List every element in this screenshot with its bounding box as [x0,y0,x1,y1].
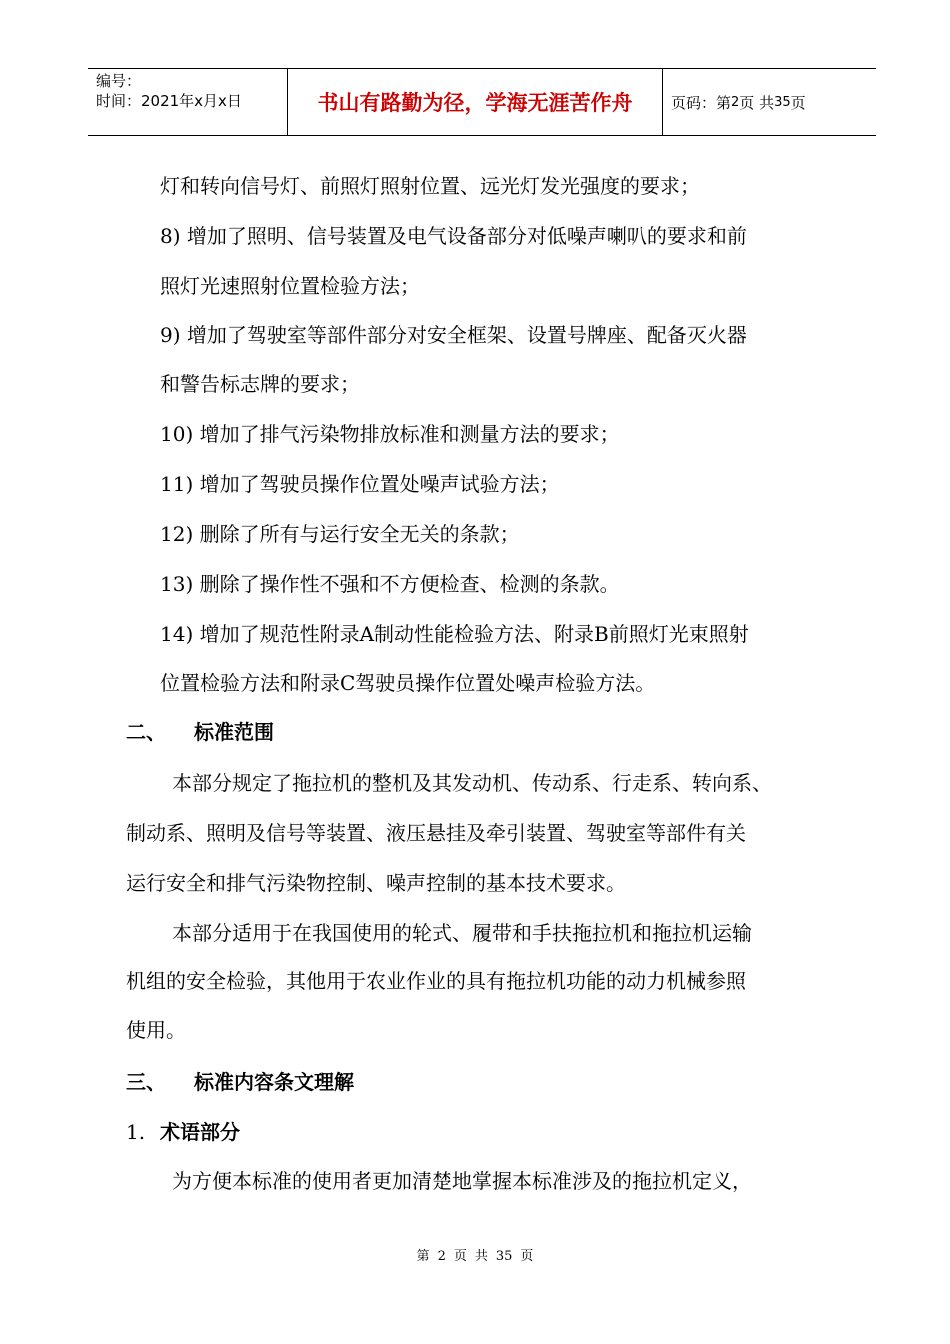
page-total: 35 [774,94,791,110]
header-page-info [663,69,876,135]
section-2-title: 标准范围 [194,720,274,744]
section-3-number: 三、 [126,1070,166,1094]
body-line: 10) 增加了排气污染物排放标准和测量方法的要求； [160,422,620,446]
footer-gong: 共 [474,1249,488,1264]
page-label: 页码：第 [671,93,732,112]
body-line: 使用。 [126,1018,186,1042]
body-line: 本部分规定了拖拉机的整机及其发动机、传动系、行走系、转向系、 [172,771,772,795]
body-line: 11) 增加了驾驶员操作位置处噪声试验方法； [160,472,560,496]
number-label: 编号： [96,72,142,90]
section-3-title: 标准内容条文理解 [194,1070,354,1094]
body-line: 9) 增加了驾驶室等部件部分对安全框架、设置号牌座、配备灭火器 [160,323,747,347]
body-line: 13) 删除了操作性不强和不方便检查、检测的条款。 [160,572,620,596]
body-line: 14) 增加了规范性附录A制动性能检验方法、附录B前照灯光束照射 [160,622,749,646]
footer-di: 第 [416,1249,430,1264]
footer-page: 2 [437,1249,446,1264]
page-number: 2 [731,94,740,110]
page-header [88,68,876,136]
header-motto: 书山有路勤为径，学海无涯苦作舟 [288,69,663,135]
body-line: 和警告标志牌的要求； [160,372,360,396]
body-line: 运行安全和排气污染物控制、噪声控制的基本技术要求。 [126,871,626,895]
subsection-1-number: 1. [126,1120,146,1144]
body-line: 照灯光速照射位置检验方法； [160,274,420,298]
body-line: 为方便本标准的使用者更加清楚地掌握本标准涉及的拖拉机定义， [172,1169,752,1193]
page-mid: 页 共 [739,93,775,112]
body-line: 灯和转向信号灯、前照灯照射位置、远光灯发光强度的要求； [160,174,700,198]
subsection-1-title: 术语部分 [160,1120,240,1144]
time-label: 时间：2021年x月x日 [96,92,242,110]
body-line: 本部分适用于在我国使用的轮式、履带和手扶拖拉机和拖拉机运输 [172,921,752,945]
body-line: 机组的安全检验，其他用于农业作业的具有拖拉机功能的动力机械参照 [126,969,746,993]
footer-total: 35 [495,1249,513,1264]
body-line: 位置检验方法和附录C驾驶员操作位置处噪声检验方法。 [160,671,656,695]
body-line: 制动系、照明及信号等装置、液压悬挂及牵引装置、驾驶室等部件有关 [126,821,746,845]
footer-ye: 页 [453,1249,467,1264]
page-footer [0,1245,950,1264]
page-end: 页 [790,93,806,112]
header-meta [88,69,288,135]
section-2-number: 二、 [126,720,166,744]
body-line: 12) 删除了所有与运行安全无关的条款； [160,522,520,546]
body-line: 8) 增加了照明、信号装置及电气设备部分对低噪声喇叭的要求和前 [160,224,747,248]
footer-ye2: 页 [520,1249,534,1264]
